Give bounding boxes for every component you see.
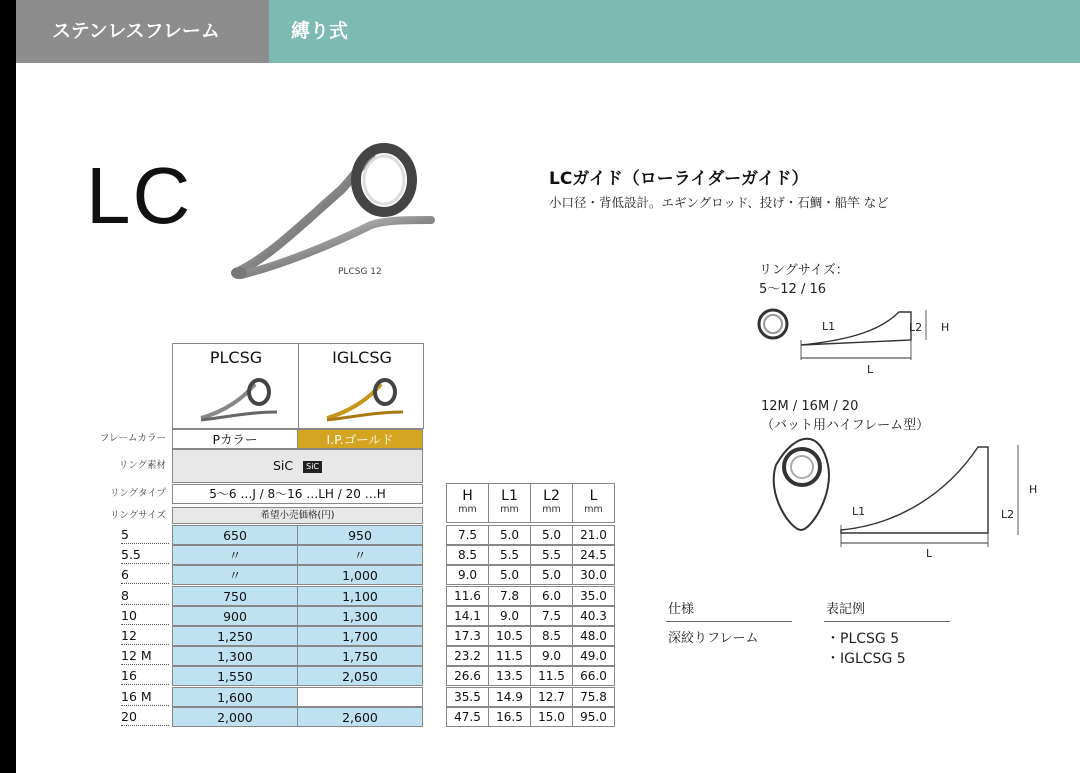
dimension-cell: 5.0 — [530, 565, 573, 585]
spec-rule — [666, 621, 792, 622]
notation-value-1: ・PLCSG 5 — [826, 631, 900, 647]
tab-stainless-frame[interactable]: ステンレスフレーム — [16, 0, 269, 63]
dimension-cell: 14.1 — [446, 606, 489, 626]
price-plcsg: 〃 — [172, 545, 298, 565]
price-plcsg: 1,600 — [172, 687, 298, 707]
price-plcsg: 2,000 — [172, 707, 298, 727]
dimension-cell: 23.2 — [446, 646, 489, 666]
row-frame-color — [66, 429, 426, 449]
notation-rule — [824, 621, 950, 622]
price-row — [66, 565, 426, 585]
ring-size-value: 12 — [121, 626, 169, 645]
dimension-header-label: L — [589, 488, 598, 504]
dimension-cell: 49.0 — [572, 646, 615, 666]
dimension-cell: 5.0 — [488, 525, 531, 545]
dimension-header-cell — [446, 483, 489, 523]
dimension-cell: 11.5 — [488, 646, 531, 666]
dimension-cell: 47.5 — [446, 707, 489, 727]
price-iglcsg: 950 — [297, 525, 423, 545]
dimension-cell: 24.5 — [572, 545, 615, 565]
dimension-cell: 7.5 — [530, 606, 573, 626]
dimension-cell: 8.5 — [530, 626, 573, 646]
ring-size-heading: リングサイズ： — [759, 263, 849, 278]
dimension-cell: 35.5 — [446, 687, 489, 707]
price-iglcsg: 2,050 — [297, 666, 423, 686]
dimension-cell: 9.0 — [530, 646, 573, 666]
dimension-cell: 75.8 — [572, 687, 615, 707]
ring-type-value: 5〜6 …J / 8〜16 …LH / 20 …H — [172, 484, 423, 504]
price-plcsg: 1,250 — [172, 626, 298, 646]
ring-material-text: SiC — [272, 458, 294, 473]
dim-label-l: L — [867, 363, 874, 376]
price-row — [66, 646, 426, 666]
dimension-cell: 11.5 — [530, 666, 573, 686]
ring-size-value: 10 — [121, 606, 169, 625]
product-code: LC — [86, 151, 193, 240]
notation-title: 表記例 — [826, 602, 866, 617]
dim-label-l2-b: L2 — [1001, 508, 1015, 521]
dimension-unit: mm — [500, 504, 519, 515]
sic-badge: SiC — [303, 461, 322, 473]
dimension-cell: 9.0 — [446, 565, 489, 585]
catalog-page — [16, 0, 1080, 773]
price-iglcsg: 1,700 — [297, 626, 423, 646]
ring-material-value — [172, 449, 423, 483]
model-iglcsg: IGLCSG — [332, 348, 392, 367]
dimension-unit: mm — [584, 504, 603, 515]
dimension-cell: 48.0 — [572, 626, 615, 646]
dimension-cell: 13.5 — [488, 666, 531, 686]
price-plcsg: 1,550 — [172, 666, 298, 686]
category-tabbar — [16, 0, 1080, 63]
price-row — [66, 707, 426, 727]
dimension-cell: 15.0 — [530, 707, 573, 727]
row-ring-material — [66, 449, 426, 483]
ring-size-label-1 — [759, 261, 849, 299]
ring-size-range: 5〜12 / 16 — [759, 282, 826, 297]
diagram-high-frame — [756, 435, 1056, 565]
dimension-cell: 8.5 — [446, 545, 489, 565]
price-plcsg: 750 — [172, 586, 298, 606]
price-row — [66, 545, 426, 565]
label-ring-size: リングサイズ — [109, 510, 166, 521]
dimension-header-label: H — [462, 488, 473, 504]
notation-value-2: ・IGLCSG 5 — [826, 651, 906, 667]
spec-title: 仕様 — [668, 602, 695, 617]
dimension-header-label: L1 — [501, 488, 518, 504]
price-iglcsg: 1,100 — [297, 586, 423, 606]
dimension-cell: 21.0 — [572, 525, 615, 545]
ring-size-value: 6 — [121, 565, 169, 584]
dimension-cell: 14.9 — [488, 687, 531, 707]
ring-size-label-2 — [761, 397, 929, 435]
price-iglcsg: 1,750 — [297, 646, 423, 666]
price-row — [66, 525, 426, 545]
dimension-cell: 95.0 — [572, 707, 615, 727]
dimension-cell: 6.0 — [530, 586, 573, 606]
dimension-cell: 7.8 — [488, 586, 531, 606]
price-plcsg: 〃 — [172, 565, 298, 585]
guide-photo — [211, 135, 441, 295]
frame-color-gold: I.P.ゴールド — [297, 429, 423, 449]
dimension-cell: 5.0 — [488, 565, 531, 585]
ring-size-value: 16 — [121, 666, 169, 685]
price-iglcsg: 1,300 — [297, 606, 423, 626]
row-ring-size-header — [66, 507, 426, 524]
price-row — [66, 586, 426, 606]
spec-value: 深絞りフレーム — [668, 631, 759, 646]
model-plcsg: PLCSG — [209, 348, 263, 367]
dim-label-h: H — [941, 321, 950, 334]
price-row — [66, 687, 426, 707]
iglcsg-photo — [319, 374, 409, 424]
dimension-header-cell — [530, 483, 573, 523]
diagram-low-frame — [751, 300, 941, 380]
dimension-cell: 11.6 — [446, 586, 489, 606]
dim-label-h-b: H — [1029, 483, 1038, 496]
photo-caption: PLCSG 12 — [338, 267, 382, 277]
dimension-cell: 26.6 — [446, 666, 489, 686]
dimension-cell: 9.0 — [488, 606, 531, 626]
dimension-cell: 30.0 — [572, 565, 615, 585]
price-plcsg: 1,300 — [172, 646, 298, 666]
dim-label-l2: L2 — [909, 321, 923, 334]
plcsg-photo — [193, 374, 283, 424]
price-row — [66, 666, 426, 686]
dim-label-l1: L1 — [822, 320, 836, 333]
ring-size-note: （バット用ハイフレーム型） — [761, 418, 930, 433]
dimension-cell: 12.7 — [530, 687, 573, 707]
ring-size-value: 5.5 — [121, 545, 169, 564]
dimension-cell: 10.5 — [488, 626, 531, 646]
dimension-cell: 40.3 — [572, 606, 615, 626]
ring-size-value: 20 — [121, 707, 169, 726]
dimension-unit: mm — [542, 504, 561, 515]
label-ring-material: リング素材 — [118, 460, 166, 471]
dim-label-l-b: L — [926, 547, 933, 560]
dim-label-l1-b: L1 — [852, 505, 866, 518]
row-ring-type — [66, 484, 426, 504]
price-iglcsg — [297, 687, 423, 707]
dimension-cell: 5.5 — [488, 545, 531, 565]
ring-size-value: 16 M — [121, 687, 169, 706]
dimension-cell: 5.0 — [530, 525, 573, 545]
product-title: LCガイド（ローライダーガイド） — [549, 169, 809, 189]
dimension-cell: 17.3 — [446, 626, 489, 646]
model-header — [172, 343, 424, 429]
price-iglcsg: 2,600 — [297, 707, 423, 727]
dimension-cell: 16.5 — [488, 707, 531, 727]
tab-binding-type[interactable]: 縛り式 — [269, 0, 1080, 63]
ring-size-value: 8 — [121, 586, 169, 605]
dimension-cell: 35.0 — [572, 586, 615, 606]
dimension-cell: 66.0 — [572, 666, 615, 686]
ring-size-sizes: 12M / 16M / 20 — [761, 399, 859, 414]
label-ring-type: リングタイプ — [109, 488, 166, 499]
price-plcsg: 900 — [172, 606, 298, 626]
price-row — [66, 606, 426, 626]
ring-size-value: 12 M — [121, 646, 169, 665]
dimension-cell: 5.5 — [530, 545, 573, 565]
ring-size-value: 5 — [121, 525, 169, 544]
price-header: 希望小売価格(円) — [172, 507, 423, 524]
label-frame-color: フレームカラー — [99, 433, 166, 444]
price-row — [66, 626, 426, 646]
price-plcsg: 650 — [172, 525, 298, 545]
dimension-header-cell — [488, 483, 531, 523]
dimension-header-cell — [572, 483, 615, 523]
dimension-header-label: L2 — [543, 488, 560, 504]
frame-color-p: Pカラー — [172, 429, 298, 449]
price-iglcsg: 1,000 — [297, 565, 423, 585]
dimension-cell: 7.5 — [446, 525, 489, 545]
dimension-unit: mm — [458, 504, 477, 515]
product-description: 小口径・背低設計。エギングロッド、投げ・石鯛・船竿 など — [549, 195, 889, 210]
price-iglcsg: 〃 — [297, 545, 423, 565]
